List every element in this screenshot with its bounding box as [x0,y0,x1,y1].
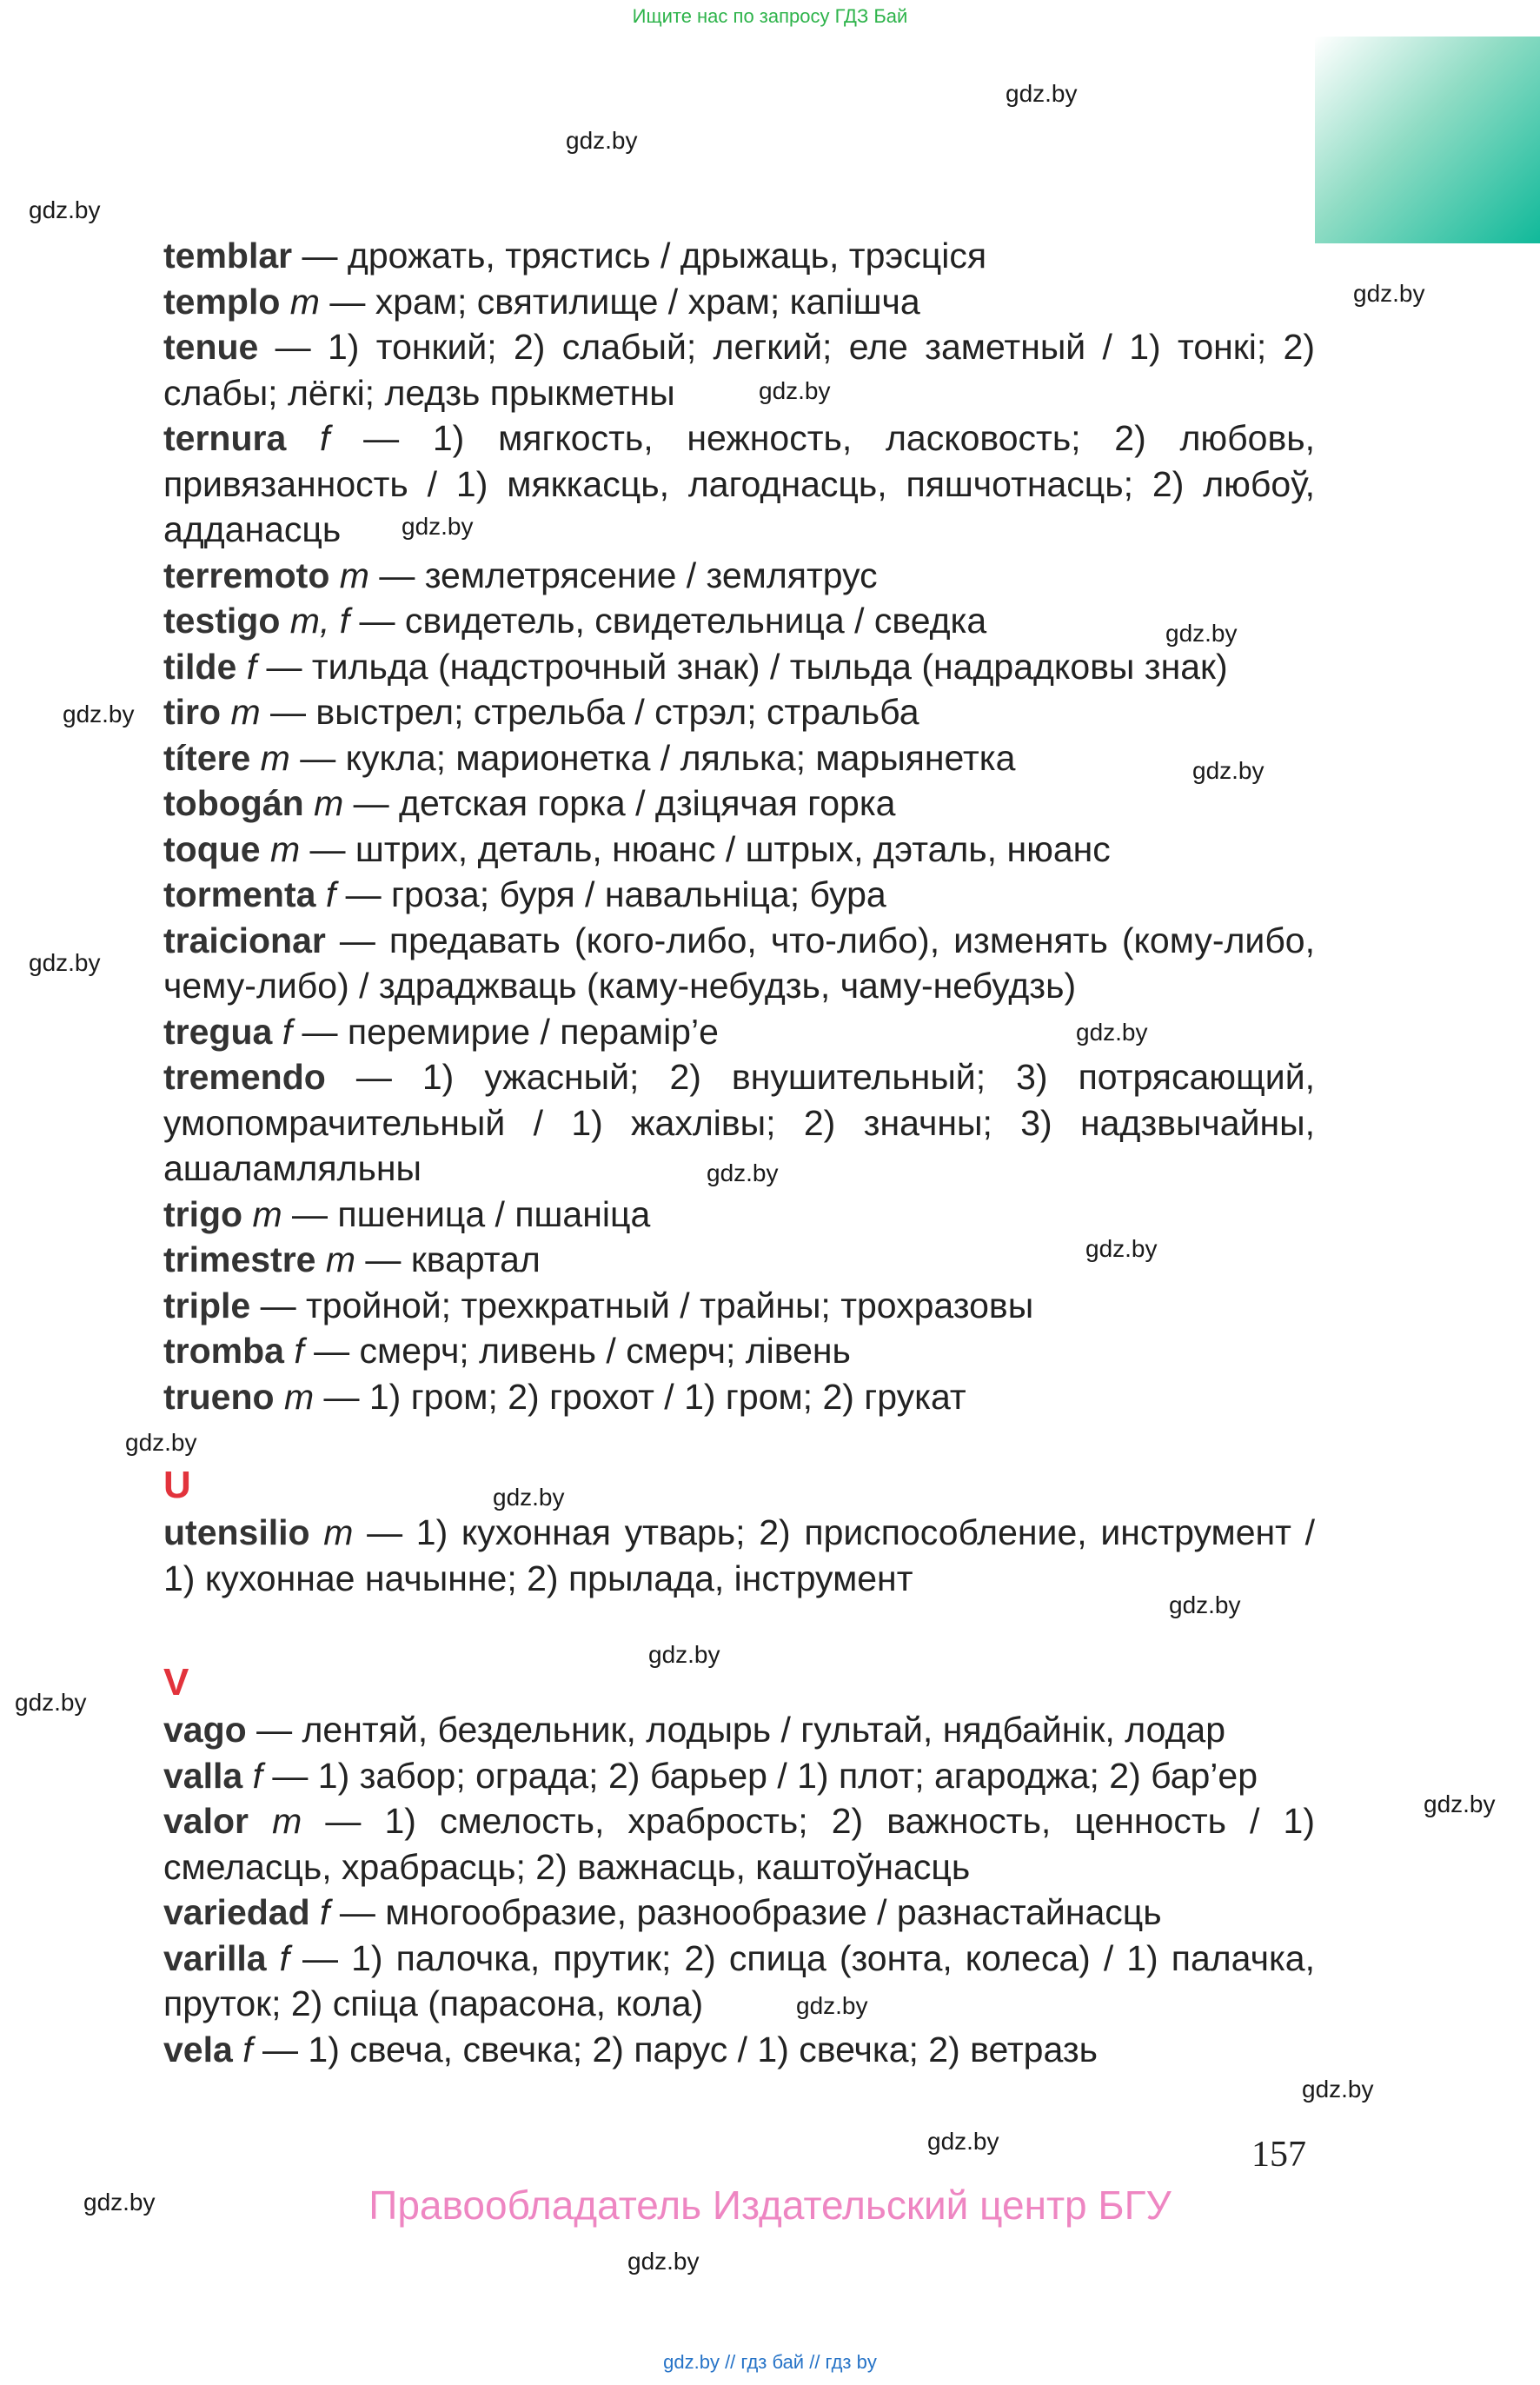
entry-grammar: m [329,555,369,595]
watermark: gdz.by [796,1992,868,2019]
watermark: gdz.by [648,1641,720,1668]
watermark: gdz.by [15,1689,87,1716]
entry-headword: temblar [163,236,293,276]
entry-translation: — 1) забор; ограда; 2) барьер / 1) плот; агароджа; 2) бар’ер [262,1755,1258,1796]
entry-grammar: f [309,1892,330,1932]
watermark: gdz.by [83,2189,156,2216]
entry-headword: tilde [163,646,237,687]
entry-translation: — свидетель, свидетельница / сведка [349,601,987,641]
dictionary-entry [163,1192,1315,1238]
entry-headword: triple [163,1285,251,1325]
watermark: gdz.by [402,513,474,540]
entry-translation: — смерч; ливень / смерч; лівень [303,1331,851,1371]
entry-grammar: f [283,1331,304,1371]
entry-translation: — 1) ужасный; 2) внушительный; 3) потрясающий, умопомрачительный / 1) жахлівы; 2) значны; 3) надзвычайны, ашаламляльны [163,1057,1315,1188]
entry-grammar: m, f [280,601,350,641]
entry-grammar: m [274,1376,315,1417]
entry-translation: — тильда (надстрочный знак) / тыльда (надрадковы знак) [256,646,1228,687]
entry-headword: trueno [163,1376,275,1417]
watermark: gdz.by [29,196,101,223]
watermark: gdz.by [1192,757,1265,784]
dictionary-entry [163,1328,1315,1374]
entry-headword: tenue [163,327,259,367]
entry-translation: — 1) палочка, прутик; 2) спица (зонта, колеса) / 1) палачка, пруток; 2) спіца (парасона, кола) [163,1937,1315,2023]
entry-translation: — 1) мягкость, нежность, ласковость; 2) любовь, привязанность / 1) мяккасць, лагоднасць, пяшчотнасць; 2) любоў, адданасць [163,418,1315,549]
entry-headword: utensilio [163,1512,310,1552]
dictionary-entry [163,872,1315,918]
corner-gradient-decoration [1315,37,1540,243]
entry-grammar: m [315,1239,356,1279]
entry-grammar: m [249,1801,302,1841]
entry-headword: variedad [163,1892,310,1932]
dictionary-entry [163,324,1315,415]
entry-grammar: f [242,1755,262,1796]
watermark: gdz.by [125,1429,197,1456]
dictionary-entry [163,1374,1315,1420]
entry-translation: — тройной; трехкратный / трайны; трохразовы [250,1285,1034,1325]
watermark: gdz.by [29,949,101,976]
dictionary-entry [163,553,1315,599]
dictionary-entry [163,644,1315,690]
entry-headword: vago [163,1710,247,1750]
entry-headword: títere [163,737,251,778]
dictionary-entry [163,1510,1315,1601]
entry-headword: tiro [163,692,222,732]
dictionary-entry [163,1707,1315,1753]
dictionary-entry [163,918,1315,1009]
dictionary-entry [163,827,1315,873]
dictionary-content [163,233,1315,2072]
section-letter-v: V [163,1661,189,1704]
top-search-hint[interactable]: Ищите нас по запросу ГДЗ Бай [632,5,908,27]
entry-translation: — предавать (кого-либо, что-либо), изменять (кому-либо, чему-либо) / здраджваць (каму-небудзь, чаму-небудзь) [163,920,1315,1006]
entry-headword: varilla [163,1937,267,1978]
entry-headword: tremendo [163,1057,326,1097]
entry-translation: — 1) свеча, свечка; 2) парус / 1) свечка; 2) ветразь [252,2029,1098,2069]
entry-headword: valor [163,1801,249,1841]
dictionary-entry [163,781,1315,827]
watermark: gdz.by [63,701,135,727]
entry-grammar: m [221,692,261,732]
entry-translation: — 1) кухонная утварь; 2) приспособление, инструмент / 1) кухоннае начынне; 2) прылада, інструмент [163,1512,1316,1598]
dictionary-entry [163,1753,1315,1799]
watermark: gdz.by [627,2248,700,2275]
entry-translation: — 1) тонкий; 2) слабый; легкий; еле заметный / 1) тонкі; 2) слабы; лёгкі; ледзь прыкметны [163,327,1315,413]
entry-grammar: f [232,2029,253,2069]
dictionary-entry [163,1936,1315,2027]
entry-grammar: m [260,828,301,869]
page-number: 157 [1251,2135,1306,2175]
watermark: gdz.by [707,1159,779,1186]
entry-grammar: m [280,281,320,322]
entry-headword: valla [163,1755,243,1796]
entry-translation: — 1) гром; 2) грохот / 1) гром; 2) грукат [314,1376,966,1417]
watermark: gdz.by [566,127,638,154]
entry-grammar: f [266,1937,289,1978]
entry-translation: — перемирие / перамір’е [292,1011,719,1052]
entry-headword: toque [163,828,261,869]
dictionary-entry [163,1890,1315,1936]
entry-headword: tromba [163,1331,284,1371]
section-v [163,1658,1315,2072]
entry-headword: ternura [163,418,287,458]
entry-grammar: f [315,874,336,914]
entry-grammar: f [236,646,257,687]
entry-headword: testigo [163,601,281,641]
entry-headword: trigo [163,1193,243,1234]
dictionary-entry [163,1798,1315,1890]
watermark: gdz.by [1424,1790,1496,1817]
entry-headword: traicionar [163,920,326,960]
entry-headword: tormenta [163,874,316,914]
entry-headword: tregua [163,1011,273,1052]
entry-grammar: m [309,1512,354,1552]
entry-translation: — квартал [355,1239,541,1279]
dictionary-entry [163,689,1315,735]
entry-translation: — штрих, деталь, нюанс / штрых, дэталь, нюанс [300,828,1111,869]
watermark: gdz.by [927,2128,999,2155]
watermark: gdz.by [1076,1019,1148,1046]
entry-headword: trimestre [163,1239,316,1279]
watermark: gdz.by [1006,80,1078,107]
dictionary-entry [163,1283,1315,1329]
entry-translation: — гроза; буря / навальніца; бура [335,874,886,914]
dictionary-entry [163,2027,1315,2073]
entry-translation: — детская горка / дзіцячая горка [343,783,896,823]
watermark: gdz.by [493,1484,565,1511]
entry-grammar: f [272,1011,293,1052]
entry-headword: vela [163,2029,233,2069]
dictionary-entry [163,598,1315,644]
entry-translation: — кукла; марионетка / лялька; марыянетка [289,737,1016,778]
entry-headword: templo [163,281,281,322]
watermark: gdz.by [1085,1235,1158,1262]
copyright-notice: Правообладатель Издательский центр БГУ [368,2182,1172,2228]
entry-grammar: f [286,418,330,458]
entry-translation: — храм; святилище / храм; капішча [319,281,920,322]
watermark: gdz.by [1169,1591,1241,1618]
section-u [163,1461,1315,1601]
entry-grammar: m [242,1193,282,1234]
dictionary-entry [163,279,1315,325]
watermark: gdz.by [1165,620,1238,647]
watermark: gdz.by [1353,280,1425,307]
entry-translation: — дрожать, трястись / дрыжаць, трэсціся [292,236,987,276]
entry-translation: — лентяй, бездельник, лодырь / гультай, нядбайнік, лодар [246,1710,1226,1750]
entry-translation: — землетрясение / землятрус [368,555,878,595]
entry-headword: terremoto [163,555,330,595]
footer-links[interactable]: gdz.by // гдз бай // гдз by [663,2351,877,2373]
watermark: gdz.by [1302,2076,1374,2103]
entry-translation: — выстрел; стрельба / стрэл; стральба [260,692,919,732]
entry-translation: — пшеница / пшаніца [282,1193,651,1234]
entry-translation: — многообразие, разнообразие / разнастайнасць [329,1892,1162,1932]
entry-grammar: m [303,783,344,823]
dictionary-entry [163,415,1315,553]
dictionary-entry [163,735,1315,781]
section-letter-u: U [163,1464,191,1506]
entry-translation: — 1) смелость, храбрость; 2) важность, ценность / 1) смеласць, храбрасць; 2) важнасць, каштоўнасць [163,1801,1315,1887]
entry-headword: tobogán [163,783,304,823]
entry-grammar: m [250,737,290,778]
watermark: gdz.by [759,377,831,404]
dictionary-entry [163,233,1315,279]
